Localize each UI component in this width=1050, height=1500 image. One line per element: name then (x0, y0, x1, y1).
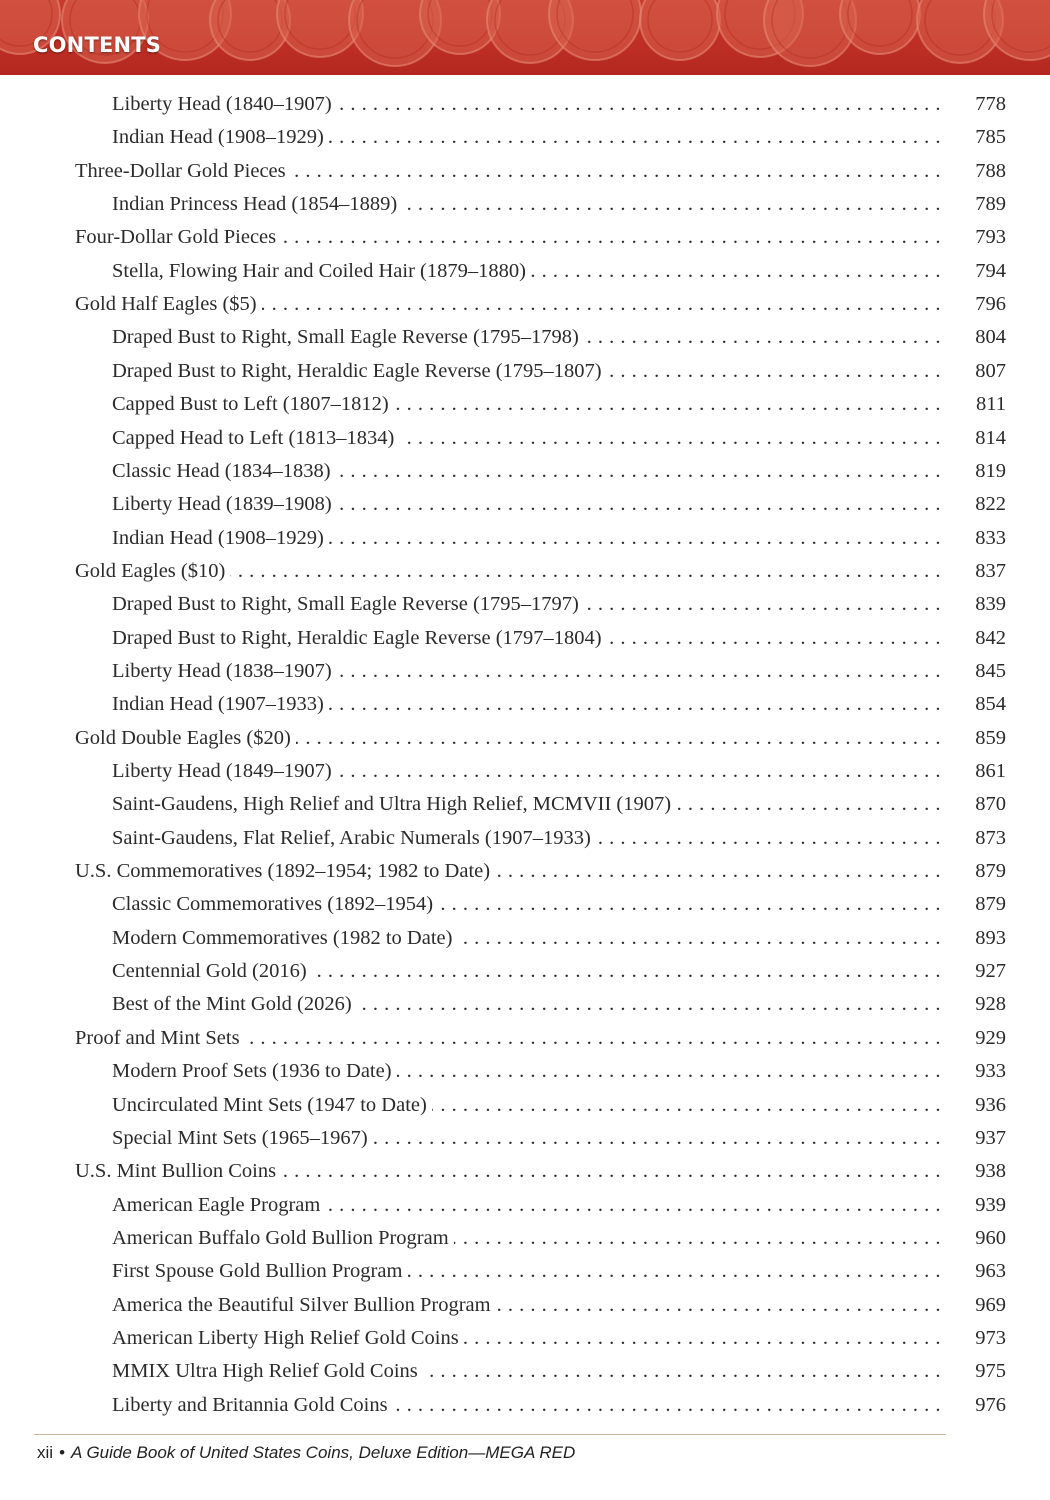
toc-entry[interactable] (112, 617, 1006, 650)
dot-leader (373, 1126, 941, 1150)
toc-entry[interactable] (112, 350, 1006, 383)
dot-leader (393, 1393, 941, 1417)
coin-icon (549, 0, 641, 60)
dot-leader (329, 526, 941, 550)
dot-leader (676, 792, 941, 816)
toc-entry-page: 842 (975, 626, 1006, 649)
toc-entry-title: American Liberty High Relief Gold Coins (112, 1326, 459, 1349)
toc-entry-title: Centennial Gold (2016) (112, 960, 307, 983)
toc-entry[interactable] (112, 116, 1006, 149)
dot-leader (337, 759, 941, 783)
toc-entry[interactable] (112, 183, 1006, 216)
toc-entry-page: 936 (975, 1093, 1006, 1116)
dot-leader (423, 1359, 941, 1383)
toc-entry-page: 938 (975, 1160, 1006, 1183)
toc-entry-page: 814 (975, 426, 1006, 449)
toc-entry[interactable] (112, 1084, 1006, 1117)
toc-entry[interactable] (112, 417, 1006, 450)
toc-entry-page: 833 (975, 526, 1006, 549)
coin-icon (640, 0, 720, 60)
toc-entry-page: 879 (975, 860, 1006, 883)
toc-entry-title: Liberty Head (1839–1908) (112, 493, 332, 516)
toc-entry[interactable] (112, 1217, 1006, 1250)
toc-entry-title: MMIX Ultra High Relief Gold Coins (112, 1360, 418, 1383)
toc-entry[interactable] (75, 550, 1006, 583)
toc-entry[interactable] (75, 283, 1006, 316)
toc-entry-title: Gold Half Eagles ($5) (75, 293, 257, 316)
toc-entry-title: Three-Dollar Gold Pieces (75, 159, 286, 182)
toc-entry-title: Classic Head (1834–1838) (112, 459, 331, 482)
toc-entry-title: Modern Proof Sets (1936 to Date) (112, 1060, 392, 1083)
toc-entry-page: 939 (975, 1193, 1006, 1216)
toc-entry[interactable] (112, 883, 1006, 916)
dot-leader (584, 592, 941, 616)
toc-entry-title: Liberty Head (1840–1907) (112, 93, 332, 115)
toc-entry-title: Draped Bust to Right, Small Eagle Reverse (1795–1798) (112, 326, 579, 349)
footer-page-number: xii (37, 1443, 54, 1462)
toc-entry-title: U.S. Commemoratives (1892–1954; 1982 to Date) (75, 860, 491, 883)
toc-entry[interactable] (112, 83, 1006, 116)
dot-leader (584, 325, 941, 349)
dot-leader (291, 159, 941, 183)
toc-entry-page: 960 (975, 1226, 1006, 1249)
toc-entry-title: Gold Double Eagles ($20) (75, 726, 291, 749)
toc-entry-title: Draped Bust to Right, Heraldic Eagle Reverse (1795–1807) (112, 359, 602, 382)
toc-entry-page: 793 (975, 226, 1006, 249)
toc-entry[interactable] (112, 783, 1006, 816)
toc-entry[interactable] (75, 850, 1006, 883)
toc-entry-title: U.S. Mint Bullion Coins (75, 1160, 277, 1183)
page-footer (37, 1443, 575, 1463)
toc-entry-page: 929 (975, 1026, 1006, 1049)
toc-entry[interactable] (112, 650, 1006, 683)
toc-entry-page: 845 (975, 659, 1006, 682)
toc-entry[interactable] (112, 250, 1006, 283)
toc-entry[interactable] (112, 917, 1006, 950)
toc-entry[interactable] (112, 517, 1006, 550)
dot-leader (438, 892, 941, 916)
dot-leader (262, 292, 941, 316)
dot-leader (607, 626, 941, 650)
toc-entry[interactable] (112, 450, 1006, 483)
dot-leader (495, 859, 941, 883)
dot-leader (312, 959, 941, 983)
toc-entry-page: 778 (975, 93, 1006, 115)
toc-entry[interactable] (112, 750, 1006, 783)
toc-entry[interactable] (75, 150, 1006, 183)
toc-entry[interactable] (112, 383, 1006, 416)
toc-entry-page: 879 (975, 893, 1006, 916)
dot-leader (337, 492, 941, 516)
toc-entry-page: 839 (975, 593, 1006, 616)
dot-leader (281, 1159, 941, 1183)
toc-entry-title: Indian Head (1908–1929) (112, 526, 324, 549)
toc-entry[interactable] (112, 1284, 1006, 1317)
toc-entry-page: 937 (975, 1126, 1006, 1149)
toc-entry[interactable] (112, 1350, 1006, 1383)
dot-leader (245, 1026, 941, 1050)
dot-leader (399, 426, 941, 450)
toc-entry-title: Draped Bust to Right, Small Eagle Reverse (1795–1797) (112, 593, 579, 616)
dot-leader (329, 125, 941, 149)
toc-entry-page: 822 (975, 493, 1006, 516)
toc-entry[interactable] (112, 817, 1006, 850)
toc-entry-title: Saint-Gaudens, High Relief and Ultra High Relief, MCMVII (1907) (112, 793, 672, 816)
toc-entry[interactable] (75, 1150, 1006, 1183)
toc-entry-page: 963 (975, 1260, 1006, 1283)
toc-entry-page: 796 (975, 293, 1006, 316)
toc-entry[interactable] (75, 717, 1006, 750)
toc-entry-title: Gold Eagles ($10) (75, 559, 226, 582)
toc-entry-title: Capped Bust to Left (1807–1812) (112, 393, 389, 416)
toc-entry-page: 976 (975, 1393, 1006, 1416)
footer-book-title: A Guide Book of United States Coins, Deluxe Edition—MEGA RED (71, 1443, 576, 1462)
toc-entry-page: 819 (975, 459, 1006, 482)
toc-entry[interactable] (112, 950, 1006, 983)
toc-entry-page: 859 (975, 726, 1006, 749)
dot-leader (464, 1326, 941, 1350)
toc-entry-page: 870 (975, 793, 1006, 816)
toc-entry[interactable] (112, 683, 1006, 716)
toc-entry-title: Saint-Gaudens, Flat Relief, Arabic Numerals (1907–1933) (112, 826, 591, 849)
footer-divider (34, 1434, 946, 1435)
dot-leader (402, 192, 941, 216)
dot-leader (454, 1226, 941, 1250)
dot-leader (407, 1259, 941, 1283)
toc-entry-title: American Eagle Program (112, 1193, 321, 1216)
toc-entry[interactable] (112, 983, 1006, 1016)
toc-entry-page: 969 (975, 1293, 1006, 1316)
toc-entry-page: 837 (975, 559, 1006, 582)
dot-leader (337, 659, 941, 683)
toc-entry[interactable] (112, 1117, 1006, 1150)
toc-entry-title: Modern Commemoratives (1982 to Date) (112, 926, 453, 949)
toc-entry[interactable] (75, 216, 1006, 249)
toc-entry-title: Liberty Head (1838–1907) (112, 659, 332, 682)
dot-leader (531, 259, 941, 283)
dot-leader (357, 992, 941, 1016)
toc-entry-title: Liberty Head (1849–1907) (112, 760, 332, 782)
toc-entry-title: Indian Head (1908–1929) (112, 126, 324, 149)
toc-entry[interactable] (112, 1250, 1006, 1283)
toc-entry-page: 861 (975, 760, 1006, 782)
toc-entry[interactable] (112, 583, 1006, 616)
toc-entry[interactable] (112, 1184, 1006, 1217)
toc-entry[interactable] (112, 316, 1006, 349)
toc-entry-page: 893 (975, 926, 1006, 949)
dot-leader (325, 1193, 941, 1217)
toc-entry-page: 973 (975, 1326, 1006, 1349)
toc-entry-page: 854 (975, 693, 1006, 716)
toc-entry-page: 928 (975, 993, 1006, 1016)
toc-entry-title: Indian Head (1907–1933) (112, 693, 324, 716)
toc-entry-page: 933 (975, 1060, 1006, 1083)
toc-entry-page: 807 (975, 359, 1006, 382)
dot-leader (329, 692, 941, 716)
toc-entry-page: 811 (976, 393, 1006, 416)
toc-entry[interactable] (112, 1050, 1006, 1083)
toc-entry-title: Liberty and Britannia Gold Coins (112, 1393, 388, 1416)
toc-entry-page: 785 (975, 126, 1006, 149)
dot-leader (281, 225, 941, 249)
toc-entry-title: Special Mint Sets (1965–1967) (112, 1126, 368, 1149)
toc-entry-title: American Buffalo Gold Bullion Program (112, 1226, 449, 1249)
page-title: CONTENTS (33, 33, 162, 57)
toc-entry[interactable] (112, 1384, 1006, 1417)
dot-leader (296, 726, 941, 750)
toc-entry[interactable] (112, 1317, 1006, 1350)
toc-entry-title: Draped Bust to Right, Heraldic Eagle Reverse (1797–1804) (112, 626, 602, 649)
dot-leader (397, 1059, 941, 1083)
toc-entry-page: 804 (975, 326, 1006, 349)
toc-entry-title: First Spouse Gold Bullion Program (112, 1260, 403, 1283)
toc-entry-title: Classic Commemoratives (1892–1954) (112, 893, 434, 916)
toc-entry-title: Four-Dollar Gold Pieces (75, 226, 277, 249)
toc-entry-page: 789 (975, 193, 1006, 216)
dot-leader (457, 926, 941, 950)
dot-leader (496, 1293, 941, 1317)
toc-entry-page: 794 (975, 259, 1006, 282)
dot-leader (607, 359, 941, 383)
toc-entry-title: Proof and Mint Sets (75, 1026, 240, 1049)
dot-leader (432, 1093, 941, 1117)
dot-leader (230, 559, 941, 583)
toc-entry-title: Stella, Flowing Hair and Coiled Hair (1879–1880) (112, 259, 526, 282)
toc-entry-title: Capped Head to Left (1813–1834) (112, 426, 395, 449)
dot-leader (394, 392, 941, 416)
toc-entry-page: 788 (975, 159, 1006, 182)
toc-entry[interactable] (75, 1017, 1006, 1050)
toc-entry-title: Uncirculated Mint Sets (1947 to Date) (112, 1093, 427, 1116)
dot-leader (337, 92, 941, 116)
toc-entry-page: 975 (975, 1360, 1006, 1383)
toc-entry-page: 927 (975, 960, 1006, 983)
dot-leader (596, 826, 941, 850)
toc-entry-page: 873 (975, 826, 1006, 849)
dot-leader (336, 459, 941, 483)
toc-entry[interactable] (112, 483, 1006, 516)
footer-separator: • (59, 1443, 66, 1462)
toc-entry-title: Best of the Mint Gold (2026) (112, 993, 352, 1016)
contents-banner (0, 0, 1050, 75)
toc-entry-title: Indian Princess Head (1854–1889) (112, 193, 398, 216)
toc-entry-title: America the Beautiful Silver Bullion Program (112, 1293, 491, 1316)
